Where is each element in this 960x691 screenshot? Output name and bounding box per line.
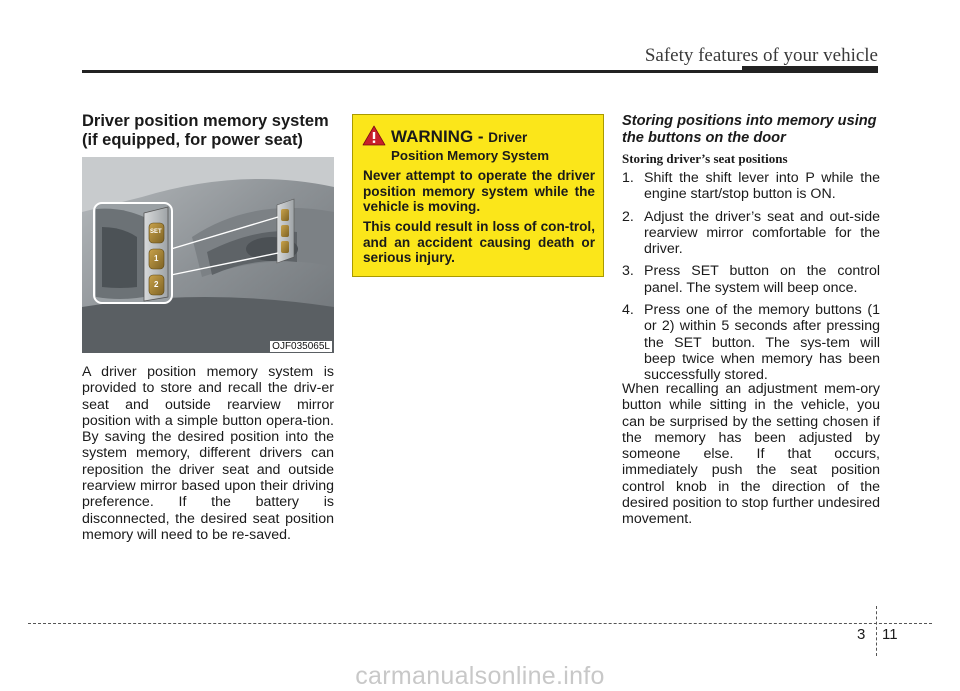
warning-paragraph-1: Never attempt to operate the driver position memory system while the vehicle is moving. xyxy=(363,168,595,215)
running-header: Safety features of your vehicle xyxy=(644,45,878,66)
footer-divider xyxy=(876,606,877,656)
storing-subtitle: Storing driver’s seat positions xyxy=(622,151,788,166)
header-tab-bar xyxy=(742,66,878,73)
step-item xyxy=(622,302,880,383)
figure-label: OJF035065L xyxy=(272,341,330,352)
step-item xyxy=(622,263,880,296)
section-title-line2: (if equipped, for power seat) xyxy=(82,131,303,149)
door-panel-illustration xyxy=(82,157,334,353)
step-text: Press one of the memory buttons (1 or 2) within 5 seconds after pressing the SET button. The sys-tem will beep twice when memory has been successfully stored. xyxy=(644,302,880,384)
door-memory-buttons-photo xyxy=(82,157,334,353)
memory-button-2-label: 2 xyxy=(154,280,159,289)
page-number: 11 xyxy=(882,626,898,643)
warning-word: WARNING - xyxy=(391,127,489,146)
chapter-number: 3 xyxy=(857,626,866,643)
step-number: 3. xyxy=(622,263,634,280)
warning-triangle-icon xyxy=(362,125,386,151)
step-text: Press SET button on the control panel. The system will beep once. xyxy=(644,263,880,296)
section-title xyxy=(82,112,340,150)
memory-button-1-label: 1 xyxy=(154,254,159,263)
step-text: Shift the shift lever into P while the engine start/stop button is ON. xyxy=(644,170,880,203)
warning-paragraph-2: This could result in loss of con-trol, and an accident causing death or serious injury. xyxy=(363,219,595,266)
set-button-label: SET xyxy=(150,229,162,235)
warning-topic: Driver xyxy=(488,130,528,145)
warning-heading xyxy=(391,127,527,147)
step-item xyxy=(622,209,880,258)
step-number: 4. xyxy=(622,302,634,319)
warning-box xyxy=(352,114,604,277)
step-item xyxy=(622,170,880,203)
step-number: 1. xyxy=(622,170,634,186)
intro-paragraph: A driver position memory system is provided to store and recall the driv-er seat and outside rearview mirror position with a simple button opera-tion. By saving the desired position into the system memory, different drivers can reposition the driver seat and outside rearview mirror based upon their driving preference. If the battery is disconnected, the desired seat position memory will need to be re-saved. xyxy=(82,364,334,543)
storing-steps xyxy=(622,170,880,390)
watermark: carmanualsonline.info xyxy=(355,662,605,690)
recall-paragraph: When recalling an adjustment mem-ory button while sitting in the vehicle, you can be surprised by the setting chosen if the memory has been adjusted by someone else. If that occurs, immediately push the seat position control knob in the direction of the desired position to stop further undesired movement. xyxy=(622,381,880,528)
section-title-line1: Driver position memory system xyxy=(82,112,329,130)
footer-rule xyxy=(28,623,932,624)
warning-subtitle: Position Memory System xyxy=(391,148,550,163)
storing-title: Storing positions into memory using the buttons on the door xyxy=(622,113,877,146)
step-text: Adjust the driver’s seat and out-side rearview mirror comfortable for the driver. xyxy=(644,208,880,258)
step-number: 2. xyxy=(622,208,634,225)
